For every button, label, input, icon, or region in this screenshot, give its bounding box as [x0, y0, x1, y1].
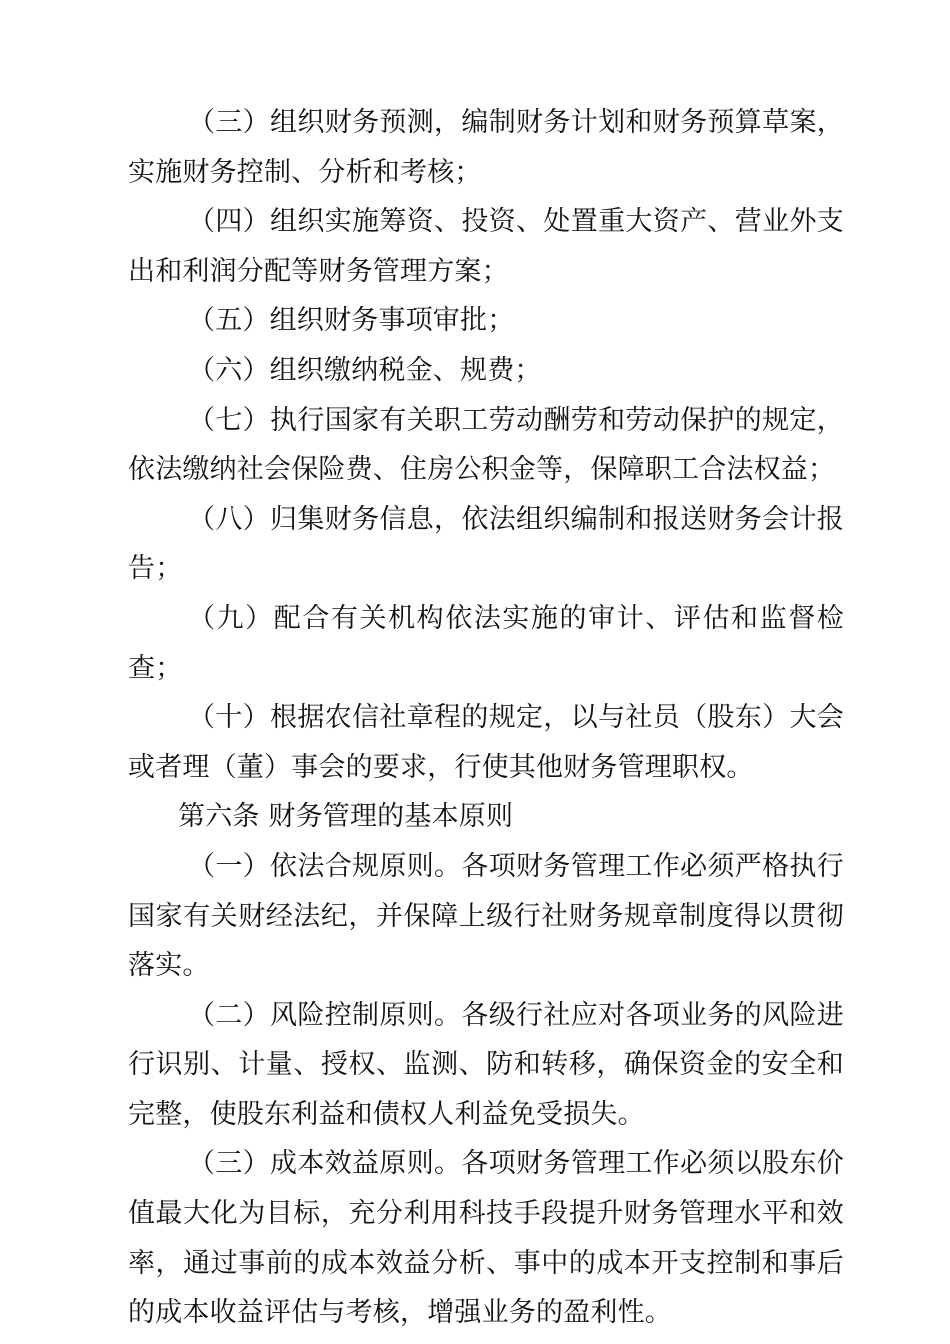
- paragraph-item-7: （七）执行国家有关职工劳动酬劳和劳动保护的规定，依法缴纳社会保险费、住房公积金等，保障职工合法权益；: [128, 404, 844, 486]
- principle-item-1: （一）依法合规原则。各项财务管理工作必须严格执行国家有关财经法纪，并保障上级行社财务规章制度得以贯彻落实。: [128, 850, 844, 982]
- principle-item-2: （二）风险控制原则。各级行社应对各项业务的风险进行识别、计量、授权、监测、防和转移，确保资金的安全和完整，使股东利益和债权人利益免受损失。: [128, 999, 844, 1130]
- paragraph-item-8: （八）归集财务信息，依法组织编制和报送财务会计报告；: [128, 503, 844, 585]
- section-heading-article-6: 第六条 财务管理的基本原则: [178, 801, 514, 833]
- paragraph-item-10: （十）根据农信社章程的规定，以与社员（股东）大会或者理（董）事会的要求，行使其他财务管理职权。: [128, 702, 844, 783]
- document-page: [128, 98, 844, 1338]
- paragraph-item-3: （三）组织财务预测，编制财务计划和财务预算草案，实施财务控制、分析和考核；: [128, 107, 844, 188]
- paragraph-item-4: （四）组织实施筹资、投资、处置重大资产、营业外支出和利润分配等财务管理方案；: [128, 206, 844, 287]
- paragraph-item-5: （五）组织财务事项审批；: [188, 305, 515, 337]
- principle-item-3: （三）成本效益原则。各项财务管理工作必须以股东价值最大化为目标，充分利用科技手段提升财务管理水平和效率，通过事前的成本效益分析、事中的成本开支控制和事后的成本收益评估与考核，增强业务的盈利性。: [128, 1148, 844, 1329]
- paragraph-item-6: （六）组织缴纳税金、规费；: [188, 354, 542, 386]
- paragraph-item-9: （九）配合有关机构依法实施的审计、评估和监督检查；: [128, 602, 844, 684]
